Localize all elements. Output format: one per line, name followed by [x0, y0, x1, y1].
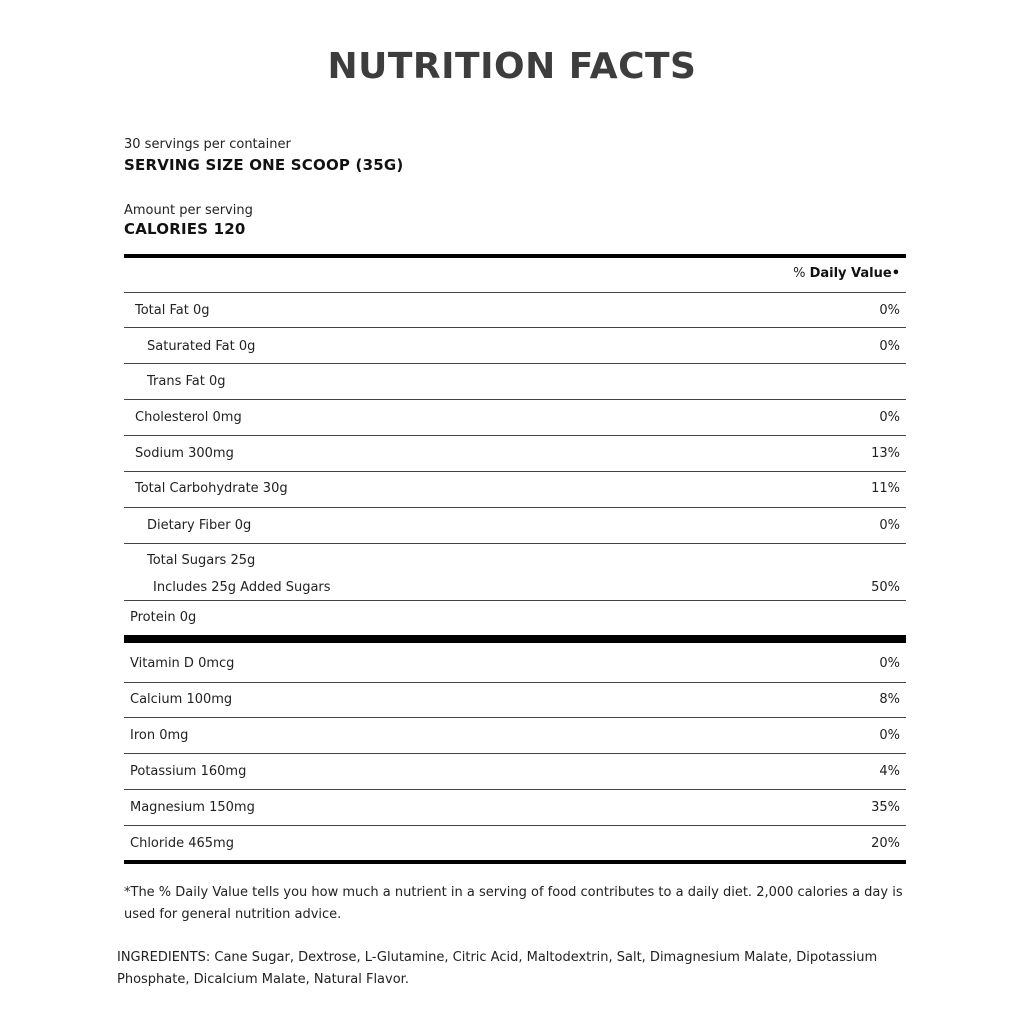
divider — [124, 753, 906, 754]
nutrient-label: Trans Fat 0g — [147, 374, 226, 389]
nutrient-label: Total Fat 0g — [135, 303, 210, 318]
vitamin-dv: 4% — [879, 764, 900, 779]
serving-size: SERVING SIZE ONE SCOOP (35G) — [124, 156, 404, 174]
divider — [124, 292, 906, 293]
divider — [124, 363, 906, 364]
nutrient-dv: 0% — [879, 339, 900, 354]
divider — [124, 717, 906, 718]
thick-divider-top — [124, 254, 906, 258]
nutrient-label: Cholesterol 0mg — [135, 410, 242, 425]
divider — [124, 399, 906, 400]
divider — [124, 825, 906, 826]
ingredients-list: INGREDIENTS: Cane Sugar, Dextrose, L-Glutamine, Citric Acid, Maltodextrin, Salt, Dimagnesium Malate, Dipotassium Phosphate, Dicalcium Malate, Natural Flavor. — [117, 950, 878, 987]
vitamin-dv: 35% — [871, 800, 900, 815]
nutrient-dv: 0% — [879, 518, 900, 533]
vitamin-label: Chloride 465mg — [130, 836, 234, 851]
vitamin-label: Iron 0mg — [130, 728, 189, 743]
divider — [124, 507, 906, 508]
daily-value-prefix: % — [793, 266, 806, 281]
divider — [124, 327, 906, 328]
nutrient-label: Saturated Fat 0g — [147, 339, 256, 354]
vitamin-label: Potassium 160mg — [130, 764, 247, 779]
nutrient-label: Total Sugars 25g — [147, 553, 256, 568]
vitamin-label: Calcium 100mg — [130, 692, 233, 707]
daily-value-header — [793, 266, 900, 282]
vitamin-label: Vitamin D 0mcg — [130, 656, 235, 671]
nutrient-label: Dietary Fiber 0g — [147, 518, 252, 533]
divider — [124, 435, 906, 436]
vitamin-label: Magnesium 150mg — [130, 800, 255, 815]
nutrient-dv: 0% — [879, 303, 900, 318]
nutrient-label: Protein 0g — [130, 610, 197, 625]
divider — [124, 471, 906, 472]
thick-divider-middle — [124, 635, 906, 643]
nutrient-label: Total Carbohydrate 30g — [135, 481, 288, 496]
divider — [124, 543, 906, 544]
servings-per-container: 30 servings per container — [124, 137, 291, 152]
nutrient-dv: 50% — [871, 580, 900, 595]
vitamin-dv: 0% — [879, 728, 900, 743]
nutrient-label: Includes 25g Added Sugars — [153, 580, 331, 595]
divider — [124, 789, 906, 790]
vitamin-dv: 20% — [871, 836, 900, 851]
nutrient-label: Sodium 300mg — [135, 446, 234, 461]
nutrient-dv: 13% — [871, 446, 900, 461]
thick-divider-bottom — [124, 860, 906, 864]
daily-value-label: Daily Value• — [809, 266, 900, 281]
vitamin-dv: 8% — [879, 692, 900, 707]
nutrient-dv: 11% — [871, 481, 900, 496]
amount-per-serving: Amount per serving — [124, 203, 253, 218]
nutrition-facts-title: NUTRITION FACTS — [327, 46, 697, 87]
nutrient-dv: 0% — [879, 410, 900, 425]
divider — [124, 600, 906, 601]
vitamin-dv: 0% — [879, 656, 900, 671]
daily-value-footnote: *The % Daily Value tells you how much a nutrient in a serving of food contributes to a daily diet. 2,000 calories a day is used for general nutrition advice. — [124, 885, 903, 922]
calories: CALORIES 120 — [124, 220, 246, 238]
divider — [124, 682, 906, 683]
